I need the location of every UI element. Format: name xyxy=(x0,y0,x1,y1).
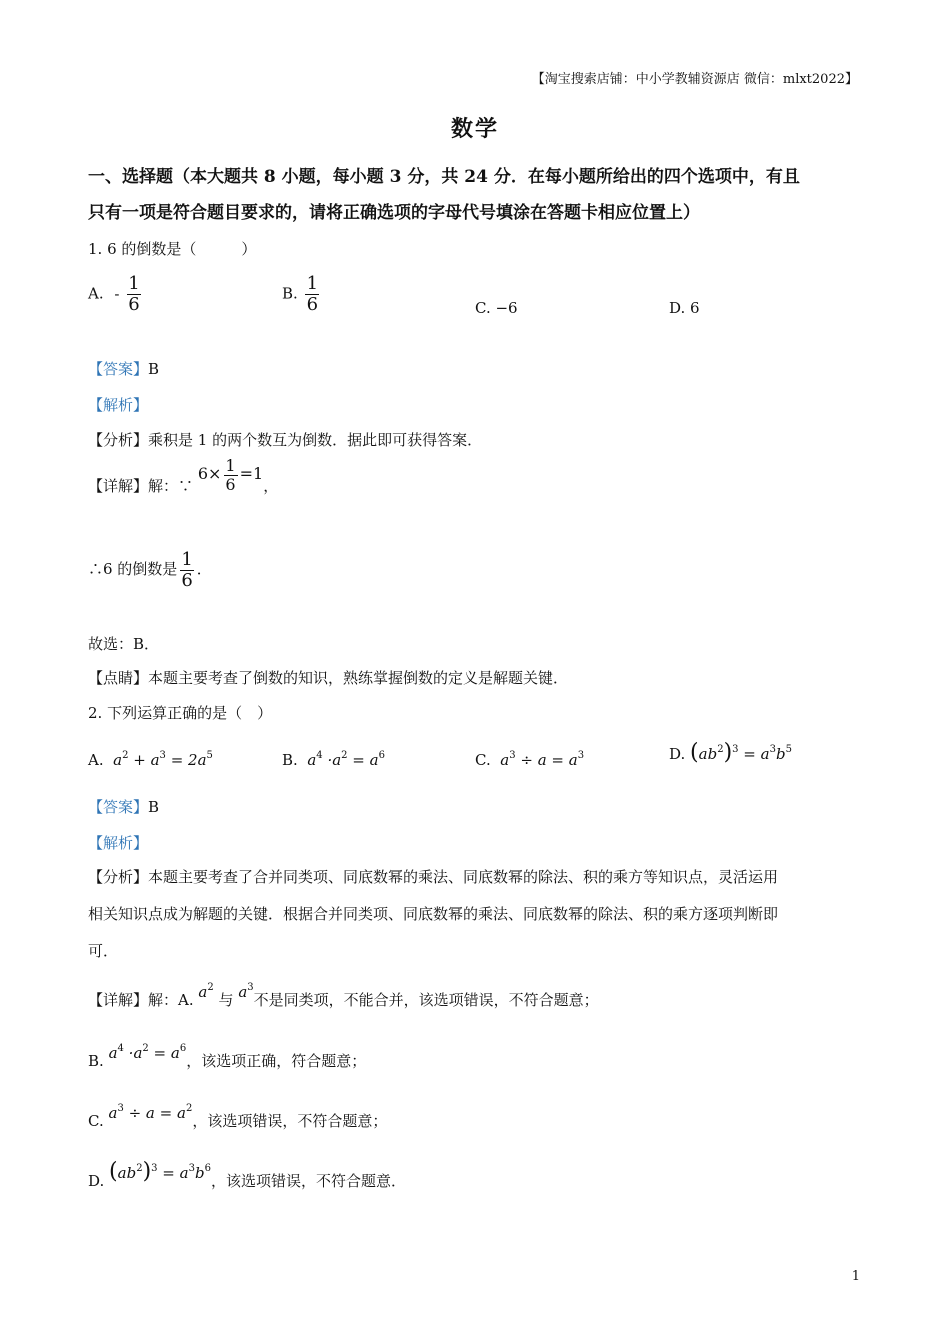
detail-tag: 【详解】 xyxy=(88,477,149,495)
option-label: B. xyxy=(282,284,298,303)
q2-fenxi-line2: 相关知识点成为解题的关键．根据合并同类项、同底数幂的乘法、同底数幂的除法、积的乘方逐项判断即 xyxy=(88,905,779,923)
analysis-tag: 【解析】 xyxy=(88,396,149,414)
q2-answer xyxy=(88,796,159,818)
minus-sign: - xyxy=(114,284,120,303)
detail-text: 与 xyxy=(218,991,234,1009)
option-label: B. xyxy=(282,751,298,769)
q1-therefore xyxy=(88,544,212,594)
detail-text: ，该选项错误，不符合题意； xyxy=(192,1112,388,1130)
q1-option-c: C. −6 xyxy=(475,299,518,317)
math-expression: $(ab^2)^3 = a^3b^6$ xyxy=(109,1159,211,1184)
fenxi-text: 本题主要考查了合并同类项、同底数幂的乘法、同底数幂的除法、积的乘方等知识点，灵活运用 xyxy=(148,868,779,886)
math-expression: $a^3$ xyxy=(238,982,254,1001)
q2-option-c xyxy=(475,750,584,769)
page-number: 1 xyxy=(851,1269,860,1284)
fraction-numerator: 1 xyxy=(181,548,193,570)
fraction-numerator: 1 xyxy=(128,273,140,294)
dianjing-tag: 【点睛】 xyxy=(88,669,149,687)
answer-tag: 【答案】 xyxy=(88,360,149,378)
option-label: A. xyxy=(88,284,104,303)
q2-option-d xyxy=(669,740,792,765)
detail-text: ，该选项错误，不符合题意． xyxy=(210,1172,406,1190)
detail-text: ， xyxy=(263,477,279,495)
q1-detail xyxy=(88,455,279,506)
option-label: D. xyxy=(669,745,686,763)
detail-text: ，该选项正确，符合题意； xyxy=(186,1052,367,1070)
q2-detail-c xyxy=(88,1103,388,1132)
fenxi-tag: 【分析】 xyxy=(88,868,149,886)
detail-tag: 【详解】 xyxy=(88,991,149,1009)
fraction-denominator: 6 xyxy=(128,294,140,315)
fenxi-tag: 【分析】 xyxy=(88,431,149,449)
math-expression: $a^3 \div a = a^3$ xyxy=(495,750,585,769)
q2-fenxi-line1 xyxy=(88,866,778,888)
fraction-numerator: 1 xyxy=(306,273,319,294)
q1-option-d: D. 6 xyxy=(669,299,700,317)
q2-option-a xyxy=(88,750,213,769)
fraction-denominator: 6 xyxy=(306,294,319,315)
q2-analysis-tag xyxy=(88,832,148,854)
option-label: D. xyxy=(88,1172,105,1190)
q2-detail-a xyxy=(88,982,599,1011)
q1-choose: 故选：B． xyxy=(88,635,160,653)
q1-dianjing xyxy=(88,667,568,689)
detail-text: 解：∵ xyxy=(148,477,194,495)
section-heading-line2: 只有一项是符合题目要求的，请将正确选项的字母代号填涂在答题卡相应位置上） xyxy=(88,203,700,223)
analysis-tag: 【解析】 xyxy=(88,834,149,852)
header-note: 【淘宝搜索店铺：中小学教辅资源店 微信：mlxt2022】 xyxy=(531,72,858,87)
math-expression: $a^3 \div a = a^2$ xyxy=(108,1103,193,1122)
math-expression: $a^4 \cdot a^2 = a^6$ xyxy=(108,1043,187,1062)
therefore-text: ∴6 的倒数是 xyxy=(88,560,178,578)
detail-text: 不是同类项，不能合并，该选项错误，不符合题意； xyxy=(253,991,599,1009)
option-label: C. xyxy=(475,751,491,769)
math-expression: =1 xyxy=(239,464,264,483)
q1-option-b xyxy=(282,274,322,315)
fraction-denominator: 6 xyxy=(181,569,193,591)
math-expression: $a^2$ xyxy=(198,982,214,1001)
q2-detail-b xyxy=(88,1043,367,1072)
answer-value: B xyxy=(148,798,160,816)
fraction-numerator: 1 xyxy=(225,455,236,475)
q1-fenxi xyxy=(88,429,482,451)
section-heading-line1: 一、选择题（本大题共 8 小题，每小题 3 分，共 24 分．在每小题所给出的四个选项中，有且 xyxy=(88,167,800,187)
detail-text: 解：A. xyxy=(148,991,194,1009)
option-label: A. xyxy=(88,751,104,769)
q2-detail-d xyxy=(88,1159,406,1192)
option-label: B. xyxy=(88,1052,104,1070)
fraction xyxy=(305,274,320,315)
page-title: 数学 xyxy=(450,116,499,142)
option-label: C. xyxy=(88,1112,104,1130)
q1-analysis-tag xyxy=(88,394,148,416)
fraction xyxy=(223,457,237,494)
math-expression: $a^2 + a^3 = 2a^5$ xyxy=(108,750,213,769)
answer-value: B xyxy=(148,360,160,378)
therefore-text: ． xyxy=(196,560,212,578)
fenxi-text: 乘积是 1 的两个数互为倒数．据此即可获得答案． xyxy=(148,431,483,449)
fraction-denominator: 6 xyxy=(225,474,236,494)
q1-answer xyxy=(88,358,159,380)
fraction xyxy=(179,550,194,591)
answer-tag: 【答案】 xyxy=(88,798,149,816)
q2-option-b xyxy=(282,750,385,769)
q1-stem: 1. 6 的倒数是（ ） xyxy=(88,240,257,258)
q2-stem: 2. 下列运算正确的是（ ） xyxy=(88,704,273,722)
math-expression: $a^4 \cdot a^2 = a^6$ xyxy=(302,750,385,769)
q1-option-a xyxy=(88,274,144,315)
fraction xyxy=(126,274,141,315)
math-expression: $(ab^2)^3 = a^3b^5$ xyxy=(690,740,792,765)
q2-fenxi-line3: 可． xyxy=(88,942,119,960)
dianjing-text: 本题主要考查了倒数的知识，熟练掌握倒数的定义是解题关键． xyxy=(148,669,569,687)
math-expression: 6× xyxy=(197,464,222,483)
